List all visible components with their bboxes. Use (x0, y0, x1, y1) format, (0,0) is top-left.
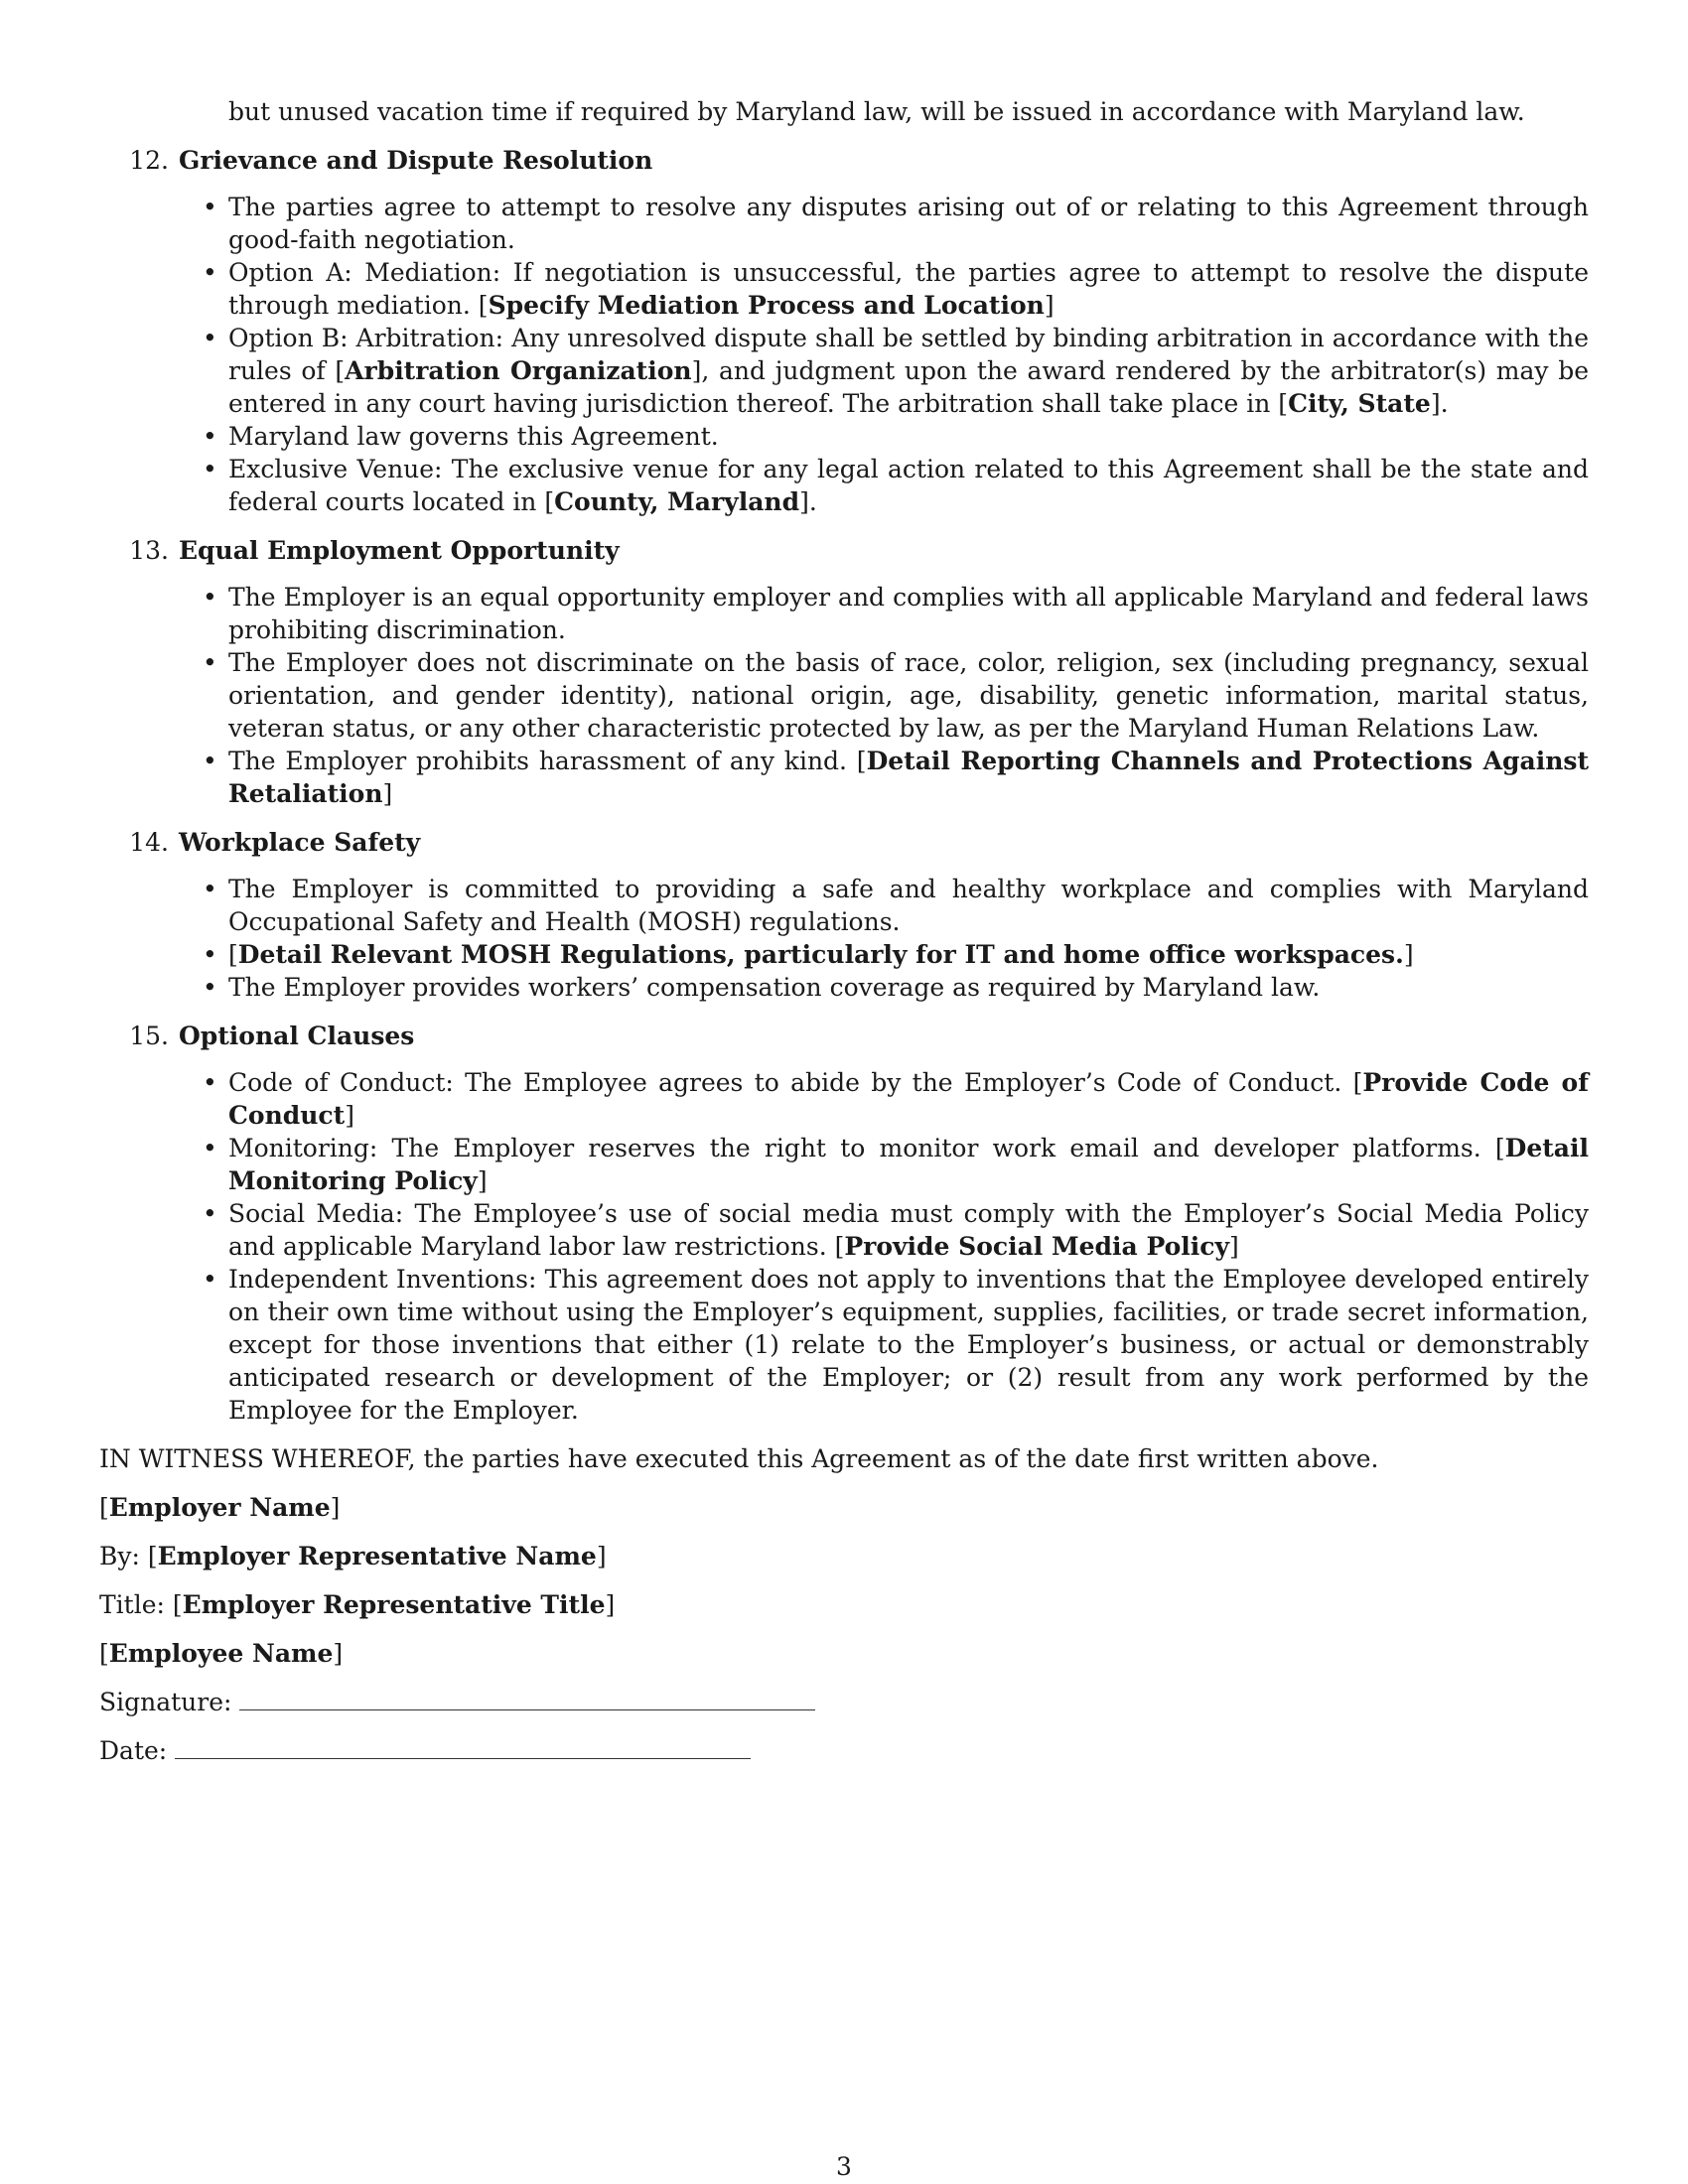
clause-text: The Employer provides workers’ compensation coverage as required by Maryland law. (228, 973, 1321, 1002)
witness-statement: IN WITNESS WHEREOF, the parties have executed this Agreement as of the date first written above. (99, 1444, 1379, 1473)
placeholder-text: City, State (1288, 389, 1431, 418)
clause-text: [ (478, 291, 489, 320)
placeholder-text: Specify Mediation Process and Location (488, 291, 1045, 320)
employer-rep-name: Employer Representative Name (157, 1542, 597, 1570)
placeholder-text: Detail Reporting Channels and Protections Against Retaliation (228, 747, 1589, 808)
clause-text: The Employer prohibits harassment of any kind. [ (228, 747, 867, 775)
clause-text: Exclusive Venue: The exclusive venue for any legal action related to this Agreement shall be the state and federal courts located in [ (228, 455, 1589, 516)
section-heading (99, 144, 1589, 177)
placeholder-text: Arbitration Organization (345, 356, 692, 385)
clause-text: Option B: Arbitration: Any unresolved dispute shall be settled by binding arbitration in accordance with the rules of [ (228, 324, 1589, 385)
signature-field[interactable] (239, 1688, 815, 1710)
clause-text: The Employer is an equal opportunity employer and complies with all applicable Maryland and federal laws prohibiting discrimination. (228, 583, 1589, 644)
date-label: Date: (99, 1736, 168, 1765)
clause-text: The parties agree to attempt to resolve any disputes arising out of or relating to this Agreement through good-faith negotiation. (228, 193, 1589, 254)
title-line: Title: [Employer Representative Title] (99, 1590, 616, 1619)
clause-text: The Employer is committed to providing a safe and healthy workplace and complies with Maryland Occupational Safety and Health (MOSH) regulations. (228, 875, 1589, 936)
section-number: 12. (129, 146, 169, 175)
placeholder-text: County, Maryland (554, 487, 800, 516)
list-item (228, 745, 1589, 810)
section-heading (99, 826, 1589, 859)
continued-paragraph: but unused vacation time if required by Maryland law, will be issued in accordance with Maryland law. (228, 97, 1525, 126)
list-item (228, 873, 1589, 938)
clause-text: ] (382, 779, 393, 808)
section-14 (99, 826, 1589, 1004)
employer-name: Employer Name (108, 1493, 331, 1522)
signature-label: Signature: (99, 1688, 232, 1716)
section-title: Workplace Safety (179, 828, 421, 857)
placeholder-text: Provide Code of Conduct (228, 1068, 1589, 1130)
section-13 (99, 534, 1589, 810)
section-number: 14. (129, 828, 169, 857)
section-heading (99, 1020, 1589, 1052)
section-title: Optional Clauses (179, 1022, 415, 1050)
clause-text: Maryland law governs this Agreement. (228, 422, 719, 451)
placeholder-text: Provide Social Media Policy (844, 1232, 1229, 1261)
clause-text: Code of Conduct: The Employee agrees to abide by the Employer’s Code of Conduct. [ (228, 1068, 1363, 1097)
clause-text: ] (345, 1101, 354, 1130)
bullet-list (99, 191, 1589, 518)
bullet-list (99, 581, 1589, 810)
clause-text: ] (1403, 940, 1414, 969)
signature-line (99, 1686, 1589, 1718)
section-15 (99, 1020, 1589, 1427)
list-item (228, 1263, 1589, 1427)
placeholder-text: Detail Monitoring Policy (228, 1134, 1589, 1195)
section-title: Grievance and Dispute Resolution (179, 146, 653, 175)
date-field[interactable] (175, 1736, 751, 1759)
document-page (99, 95, 1589, 1767)
clause-text: Independent Inventions: This agreement does not apply to inventions that the Employee developed entirely on their own time without using the Employer’s equipment, supplies, facilities, or trade secret information, except for those inventions that either (1) relate to the Employer’s business, or actual or demonstrably anticipated research or development of the Employer; or (2) result from any work performed by the Employee for the Employer. (228, 1265, 1589, 1425)
list-item (228, 256, 1589, 322)
clause-text: [ (228, 940, 238, 969)
section-number: 15. (129, 1022, 169, 1050)
page-number: 3 (836, 2152, 852, 2181)
section-title: Equal Employment Opportunity (179, 536, 620, 565)
list-item (228, 581, 1589, 646)
clause-text: ] (1229, 1232, 1239, 1261)
clause-text: ]. (799, 487, 817, 516)
list-item (228, 322, 1589, 420)
employee-name-line: [Employee Name] (99, 1639, 344, 1668)
section-heading (99, 534, 1589, 567)
section-12 (99, 144, 1589, 518)
list-item (228, 971, 1589, 1004)
by-label: By: (99, 1542, 140, 1570)
list-item (228, 1132, 1589, 1197)
clause-text: ], and judgment upon the award rendered by the arbitrator(s) may be entered in any court having jurisdiction thereof. The arbitration shall take place in [ (228, 356, 1590, 418)
employer-rep-title: Employer Representative Title (182, 1590, 606, 1619)
section-number: 13. (129, 536, 169, 565)
list-item (228, 1066, 1589, 1132)
clause-text: ]. (1430, 389, 1449, 418)
clause-text: Option A: Mediation: If negotiation is unsuccessful, the parties agree to attempt to resolve the dispute through mediation. (228, 258, 1589, 320)
employee-name: Employee Name (108, 1639, 334, 1668)
bullet-list (99, 1066, 1589, 1427)
employer-name-line: [Employer Name] (99, 1493, 341, 1522)
clause-text: ] (477, 1166, 488, 1195)
sections-list (99, 144, 1589, 1427)
list-item (228, 646, 1589, 745)
clause-text: Social Media: The Employee’s use of social media must comply with the Employer’s Social Media Policy and applicable Maryland labor law restrictions. [ (228, 1199, 1589, 1261)
title-label: Title: (99, 1590, 165, 1619)
by-line: By: [Employer Representative Name] (99, 1542, 607, 1570)
list-item (228, 1197, 1589, 1263)
list-item (228, 938, 1589, 971)
clause-text: The Employer does not discriminate on the basis of race, color, religion, sex (including pregnancy, sexual orientation, and gender identity), national origin, age, disability, genetic information, marital status, veteran status, or any other characteristic protected by law, as per the Maryland Human Relations Law. (228, 648, 1589, 743)
bullet-list (99, 873, 1589, 1004)
clause-text: ] (1044, 291, 1055, 320)
date-line (99, 1734, 1589, 1767)
list-item (228, 453, 1589, 518)
list-item (228, 420, 1589, 453)
placeholder-text: Detail Relevant MOSH Regulations, particularly for IT and home office workspaces. (237, 940, 1404, 969)
list-item (228, 191, 1589, 256)
clause-text: Monitoring: The Employer reserves the right to monitor work email and developer platforms. [ (228, 1134, 1505, 1162)
